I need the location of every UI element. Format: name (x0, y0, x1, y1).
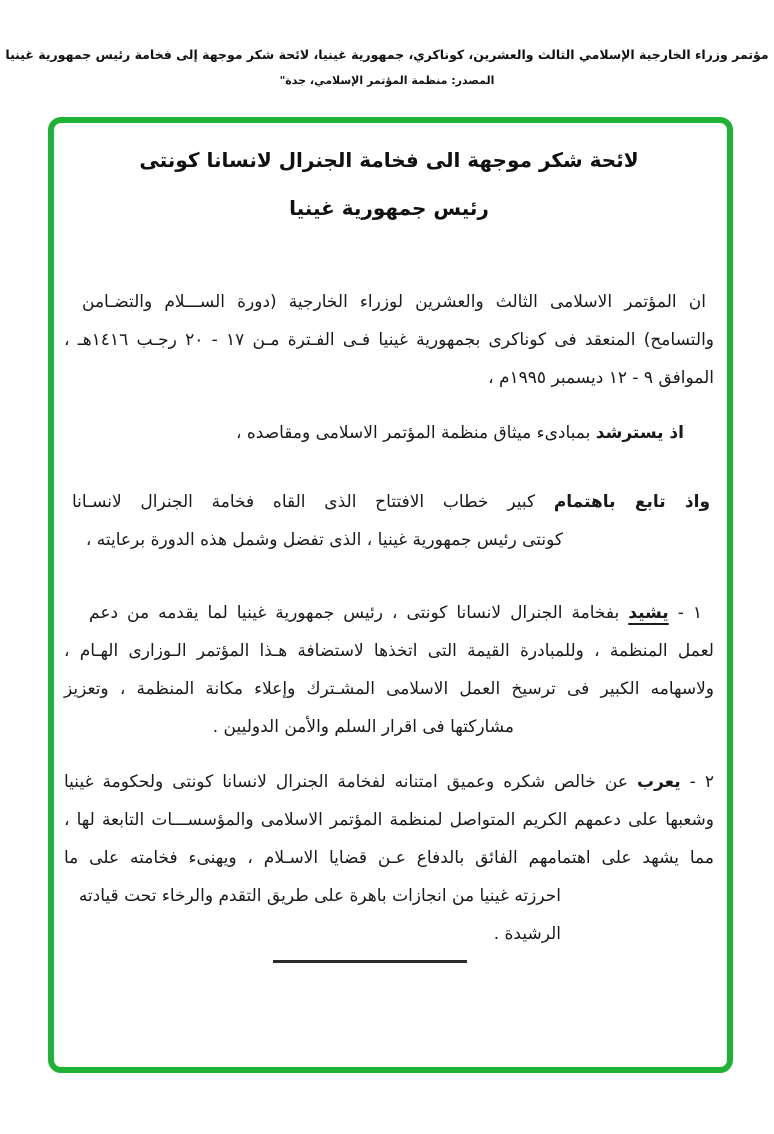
text-segment: بفخامة الجنرال لانسانا كونتى ، رئيس جمهورية غينيا لما يقدمه من دعم (89, 603, 629, 623)
emphasis-segment: واذ تابع باهتمام (553, 492, 711, 512)
emphasis-segment: يعرب (637, 772, 681, 792)
source-line: المصدر: منظمة المؤتمر الإسلامي، جدة" (279, 74, 495, 87)
text-segment: كبير خطاب الافتتاح الذى القاه فخامة الجنرال لانسـانا (72, 492, 554, 512)
letter-body (64, 0, 714, 1134)
paragraph-line (64, 877, 714, 953)
paragraph-line (64, 483, 714, 521)
text-segment: مشاركتها فى اقرار السلم والأمن الدوليين . (212, 717, 514, 737)
text-segment: بمبادىء ميثاق منظمة المؤتمر الاسلامى ومقاصده ، (235, 423, 596, 443)
emphasis-segment: يشيد (628, 603, 669, 623)
paragraph-line (64, 632, 714, 670)
paragraph-line (64, 763, 714, 801)
text-segment: ان المؤتمر الاسلامى الثالث والعشرين لوزراء الخارجية (دورة الســـلام والتضـامن (82, 292, 706, 312)
paragraph-line (64, 839, 714, 877)
paragraph-item-2-expresses-thanks (64, 763, 714, 953)
closing-divider-line (273, 960, 467, 963)
paragraph-line (64, 708, 714, 746)
letter-title-line-2: رئيس جمهورية غينيا (289, 196, 489, 220)
paragraph-item-1-commends (64, 594, 714, 746)
text-segment: الموافق ٩ - ١٢ ديسمبر ١٩٩٥م ، (488, 368, 714, 388)
emphasis-segment: اذ يسترشد (595, 423, 684, 443)
text-segment: احرزته غينيا من انجازات باهرة على طريق التقدم والرخاء تحت قيادته الرشيدة . (78, 886, 561, 944)
text-segment: ولاسهامه الكبير فى ترسيخ العمل الاسلامى المشـترك وإعلاء مكانة المنظمة ، وتعزيز (64, 679, 714, 699)
paragraph-guided-by-charter (64, 414, 714, 452)
paragraph-followed-with-interest (64, 483, 714, 559)
paragraph-opening (64, 283, 714, 397)
paragraph-line (64, 521, 714, 559)
paragraph-line (64, 801, 714, 839)
text-segment: والتسامح) المنعقد فى كوناكرى بجمهورية غينيا فـى الفـترة مـن ١٧ - ٢٠ رجـب ١٤١٦هـ ، (64, 330, 714, 350)
paragraph-line (64, 670, 714, 708)
paragraph-line (64, 414, 714, 452)
text-segment: ١ - (668, 603, 702, 623)
text-segment: عن خالص شكره وعميق امتنانه لفخامة الجنرال لانسانا كونتى ولحكومة غينيا (64, 772, 638, 792)
text-segment: مما يشهد على اهتمامهم الفائق بالدفاع عـن قضايا الاسـلام ، ويهنىء فخامته على ما (64, 848, 714, 868)
paragraph-line (64, 283, 714, 321)
catalog-header-line: مؤتمر وزراء الخارجية الإسلامي الثالث والعشرين، كوناكري، جمهورية غينيا، لائحة شكر موجهة إلى فخامة رئيس جمهورية غينيا (5, 47, 769, 62)
letter-title (64, 136, 714, 232)
text-segment: ٢ - (680, 772, 714, 792)
text-segment: كونتى رئيس جمهورية غينيا ، الذى تفضل وشمل هذه الدورة برعايته ، (85, 530, 563, 550)
paragraph-line (64, 359, 714, 397)
paragraph-line (64, 321, 714, 359)
text-segment: لعمل المنظمة ، وللمبادرة القيمة التى اتخذها لاستضافة هـذا المؤتمر الـوزارى الهـام ، (64, 641, 714, 661)
letter-title-line-1: لائحة شكر موجهة الى فخامة الجنرال لانسانا كونتى (139, 148, 639, 172)
paragraph-line (64, 594, 714, 632)
text-segment: وشعبها على دعمهم الكريم المتواصل لمنظمة المؤتمر الاسلامى والمؤسســـات التابعة لها ، (64, 810, 714, 830)
